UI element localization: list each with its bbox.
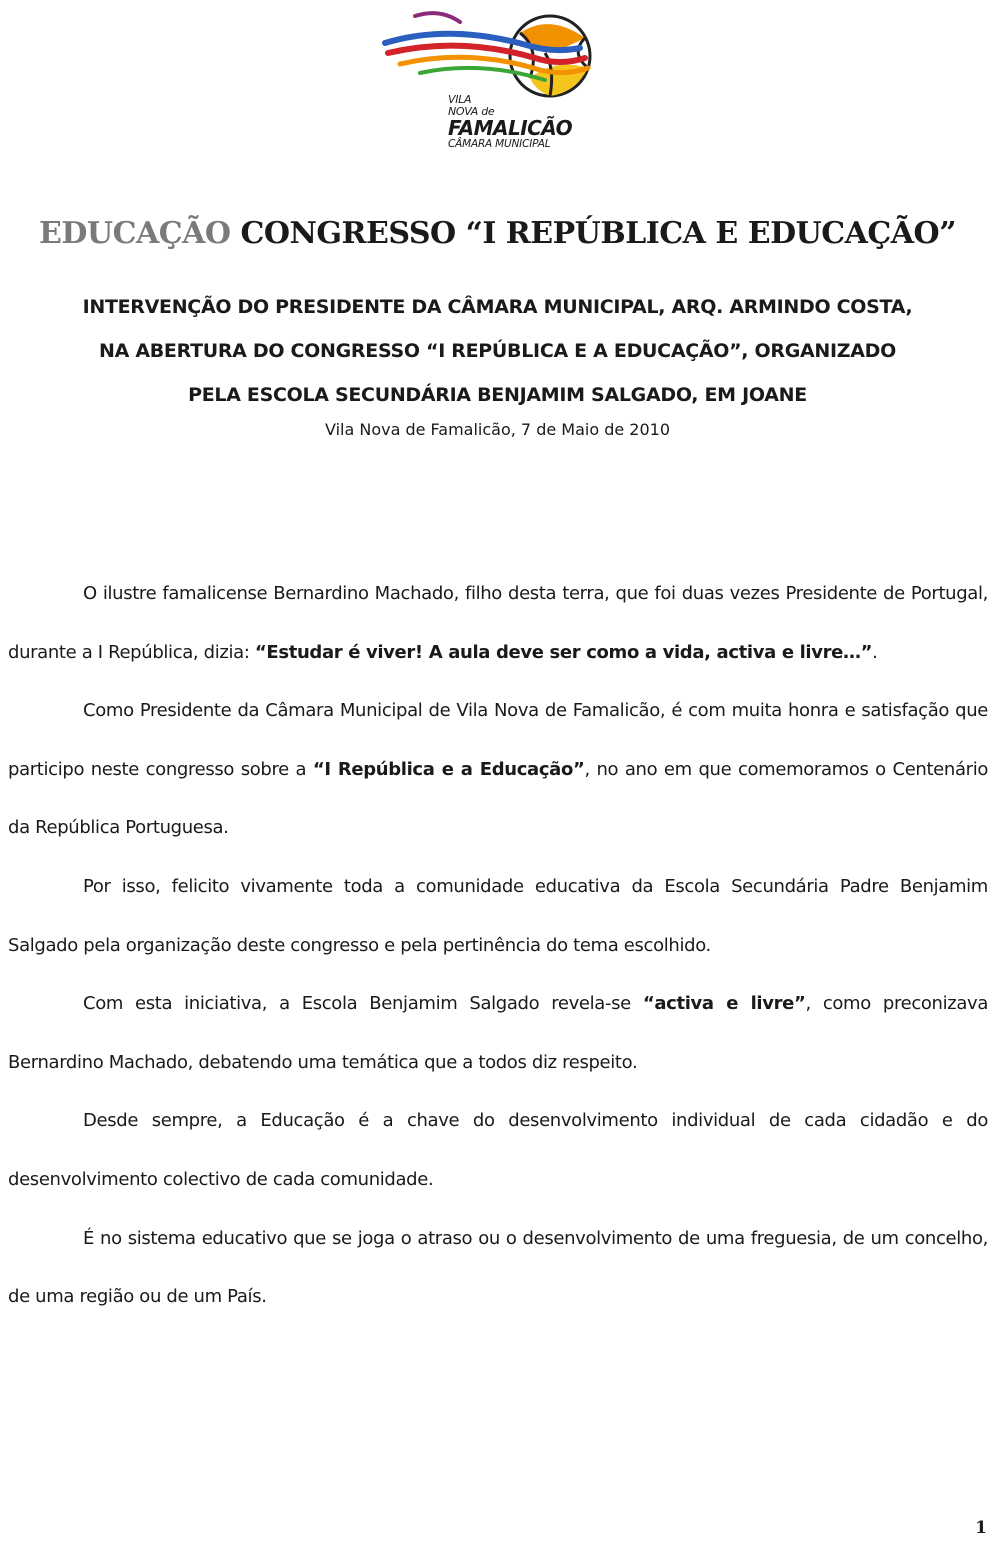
dateline: Vila Nova de Famalicão, 7 de Maio de 2010 bbox=[324, 420, 671, 439]
page-title bbox=[0, 216, 995, 251]
logo-de: de bbox=[481, 105, 495, 118]
logo-nova: NOVA bbox=[448, 105, 478, 118]
title-text: CONGRESSO “I REPÚBLICA E EDUCAÇÃO” bbox=[240, 216, 956, 251]
paragraph-4 bbox=[8, 975, 988, 1092]
paragraph-end: , no ano em que comemoramos o Centenário da República Portuguesa. bbox=[8, 758, 989, 839]
subtitle-line: PELA ESCOLA SECUNDÁRIA BENJAMIM SALGADO, EM JOANE bbox=[188, 384, 807, 406]
subtitle-line: INTERVENÇÃO DO PRESIDENTE DA CÂMARA MUNICIPAL, ARQ. ARMINDO COSTA, bbox=[82, 296, 913, 318]
logo-line-famalicao: FAMALICÃO bbox=[448, 116, 573, 140]
municipal-logo bbox=[380, 8, 610, 163]
bold-quote: “I República e a Educação” bbox=[312, 758, 585, 780]
subtitle bbox=[0, 285, 995, 417]
paragraph-2 bbox=[8, 682, 988, 858]
logo-text bbox=[448, 94, 572, 150]
logo-line-vila: VILA bbox=[448, 93, 472, 106]
bold-quote: “activa e livre” bbox=[642, 993, 806, 1015]
logo-emblem-icon bbox=[380, 8, 610, 108]
subtitle-line: NA ABERTURA DO CONGRESSO “I REPÚBLICA E A EDUCAÇÃO”, ORGANIZADO bbox=[99, 340, 896, 362]
logo-line-camara: CÂMARA MUNICIPAL bbox=[448, 138, 551, 150]
paragraph-end: , como preconizava Bernardino Machado, debatendo uma temática que a todos diz respeito. bbox=[8, 993, 989, 1073]
section-label: EDUCAÇÃO bbox=[39, 216, 231, 251]
paragraph-1 bbox=[8, 565, 988, 682]
paragraph-end: . bbox=[872, 641, 878, 663]
paragraph-text: Como Presidente da Câmara Municipal de Vila Nova de Famalicão, é com muita honra e satisfação que participo neste congresso sobre a bbox=[8, 700, 988, 780]
paragraph-text: O ilustre famalicense Bernardino Machado, filho desta terra, que foi duas vezes Presidente de Portugal, durante a I República, dizia: bbox=[8, 583, 988, 663]
page-number: 1 bbox=[975, 1518, 987, 1538]
paragraph-text: Com esta iniciativa, a Escola Benjamim Salgado revela-se bbox=[83, 993, 643, 1015]
paragraph-6: É no sistema educativo que se joga o atraso ou o desenvolvimento de uma freguesia, de um concelho, de uma região ou de um País. bbox=[8, 1227, 988, 1308]
paragraph-3: Por isso, felicito vivamente toda a comunidade educativa da Escola Secundária Padre Benjamim Salgado pela organização deste congresso e pela pertinência do tema escolhido. bbox=[8, 875, 988, 956]
speech-body bbox=[8, 565, 988, 1327]
bold-quote: “Estudar é viver! A aula deve ser como a vida, activa e livre…” bbox=[254, 641, 873, 663]
paragraph-5: Desde sempre, a Educação é a chave do desenvolvimento individual de cada cidadão e do desenvolvimento colectivo de cada comunidade. bbox=[8, 1110, 988, 1190]
